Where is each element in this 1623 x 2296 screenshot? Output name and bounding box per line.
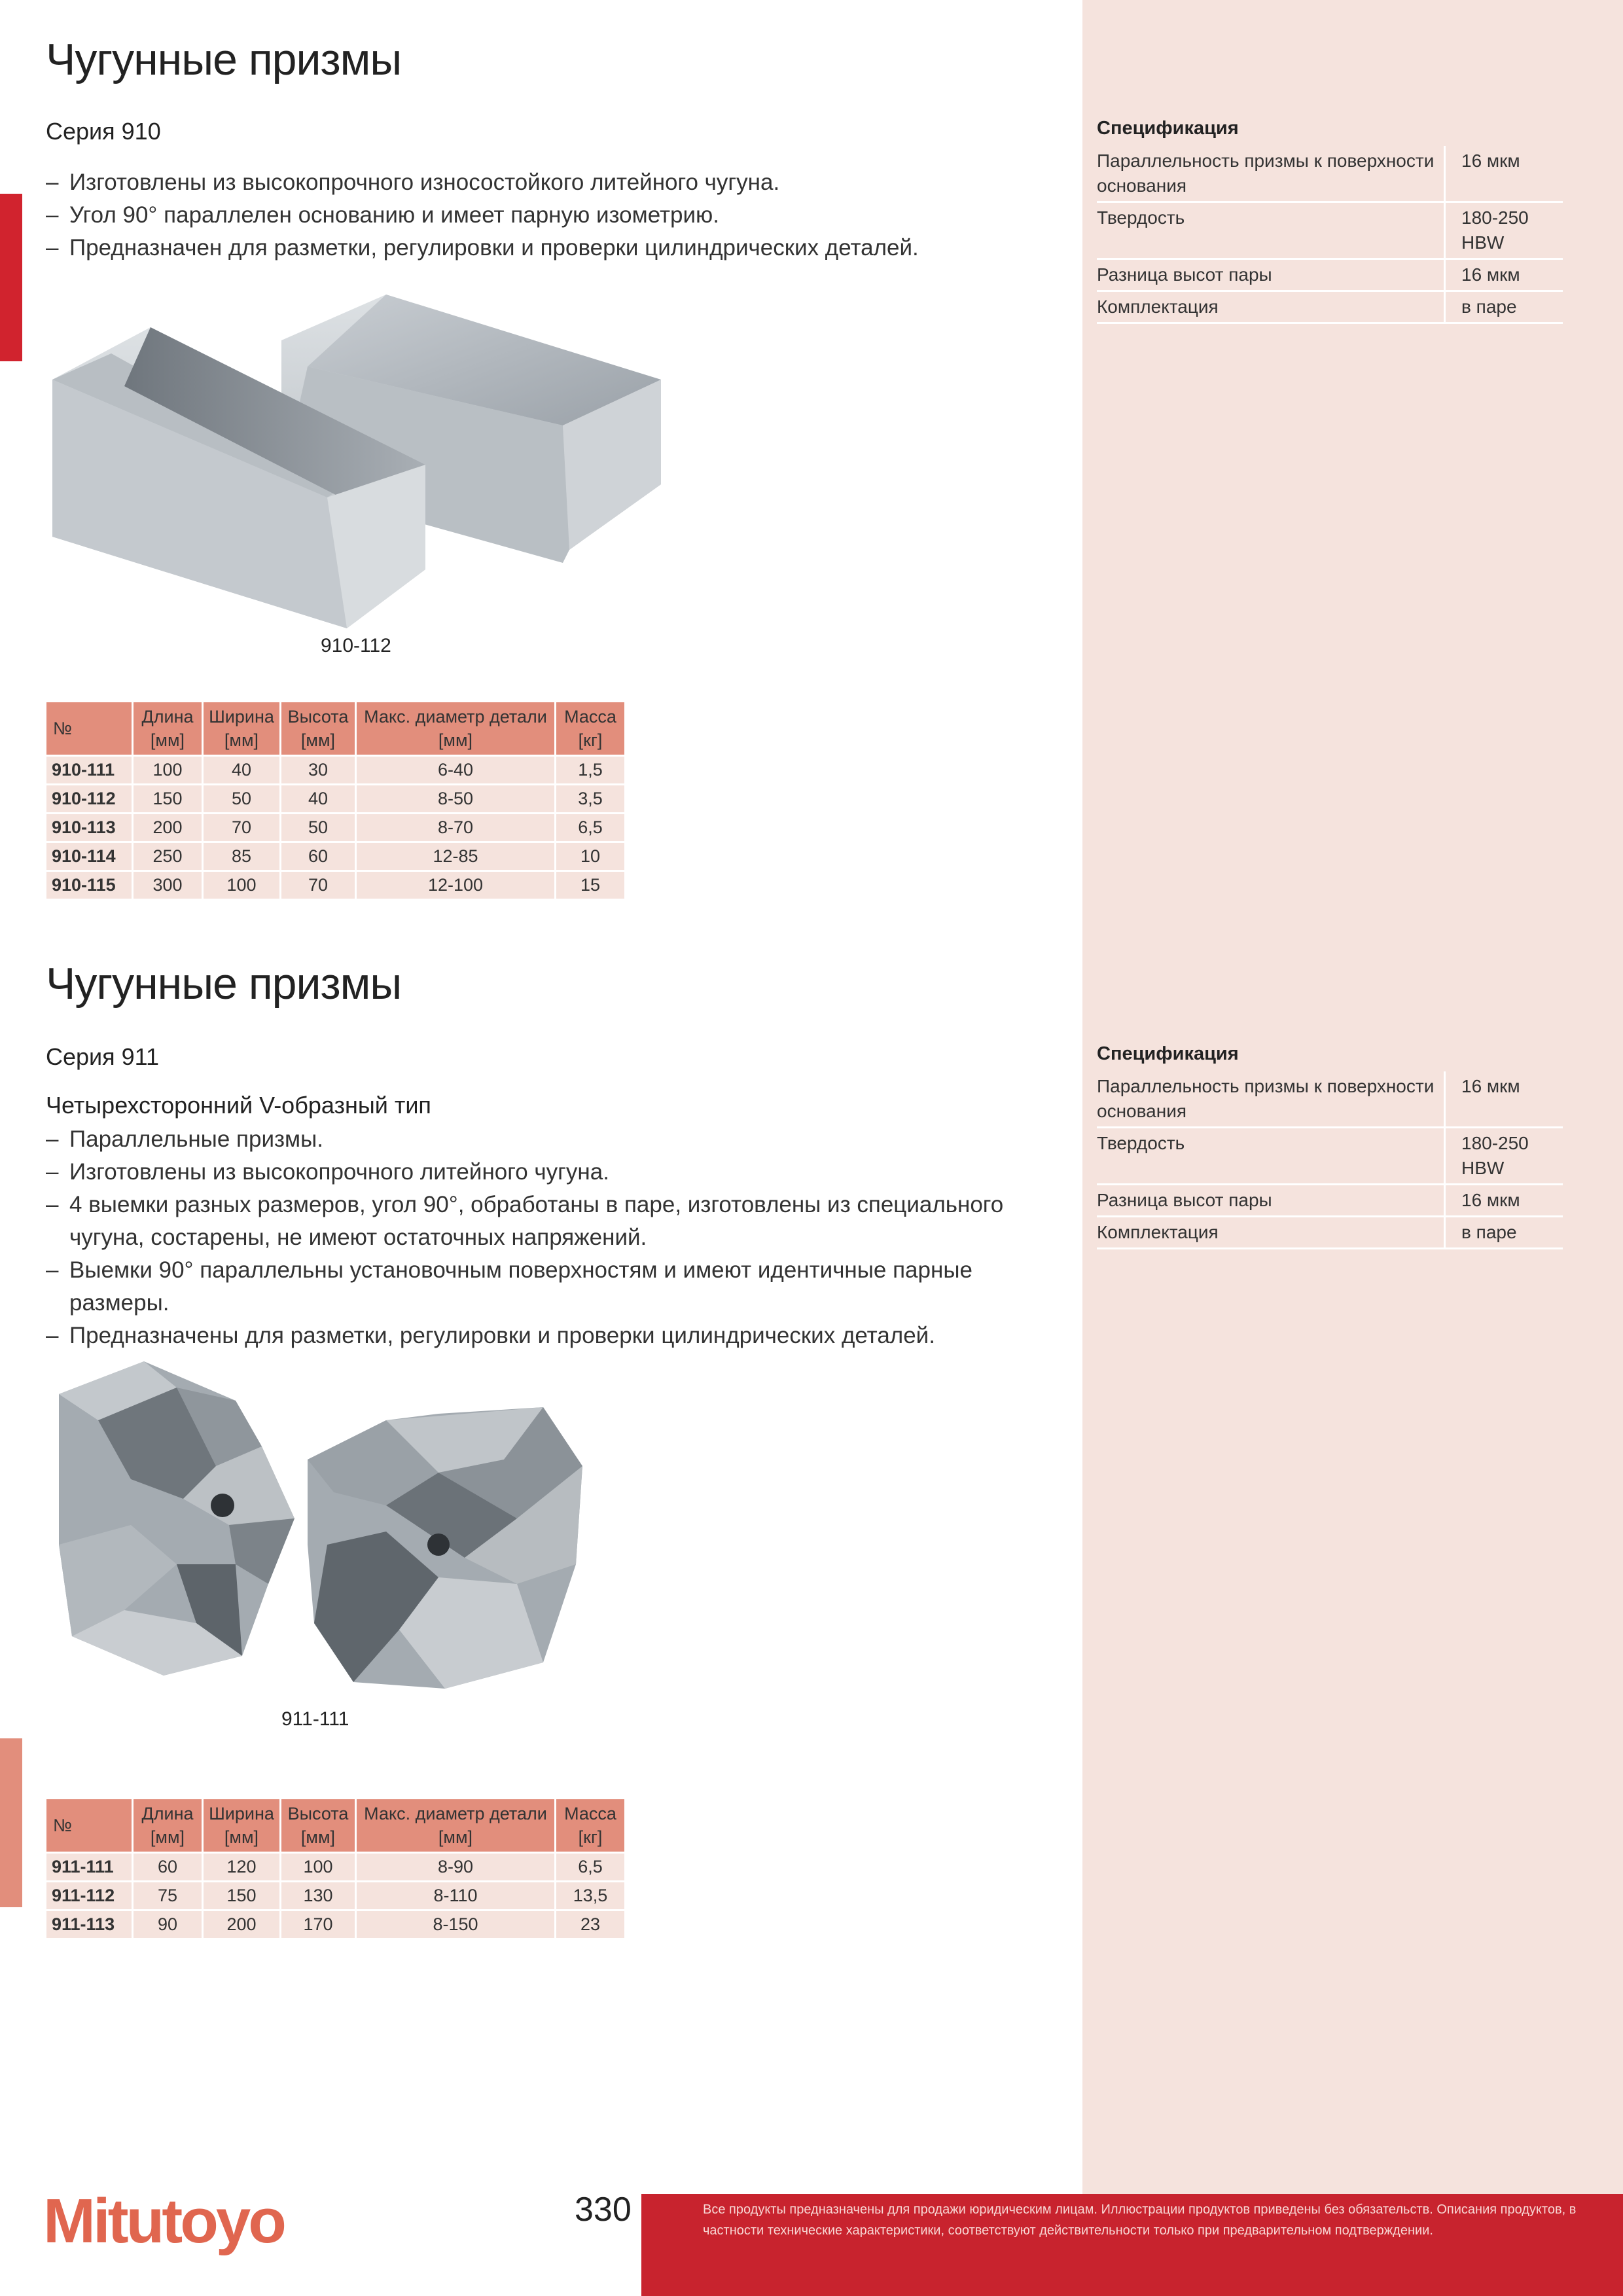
spec-row (1097, 146, 1563, 203)
spec-title: Спецификация (1097, 118, 1239, 139)
feature-item: – Угол 90° параллелен основанию и имеет парную изометрию. (46, 199, 1067, 232)
table-cell: 8-70 (357, 814, 554, 841)
table-header-row (46, 1799, 624, 1852)
table-cell: 12-85 (357, 843, 554, 870)
spec-value: 16 мкм (1461, 264, 1520, 285)
table-cell: 130 (281, 1882, 355, 1909)
table-cell: 8-150 (357, 1911, 554, 1938)
spec-row (1097, 203, 1563, 260)
table-cell: 8-90 (357, 1854, 554, 1880)
mitutoyo-logo (43, 2186, 305, 2258)
photo-caption: 911-111 (281, 1708, 349, 1730)
table-cell: 6-40 (357, 757, 554, 783)
product-table (45, 700, 626, 901)
column-header: № (46, 1799, 132, 1852)
column-header: Длина [мм] (134, 1799, 202, 1852)
subheading: Четырехсторонний V-образный тип (46, 1092, 431, 1119)
table-cell: 100 (134, 757, 202, 783)
spec-label: Комплектация (1097, 1217, 1446, 1247)
column-header: Высота [мм] (281, 1799, 355, 1852)
series-label: Серия 910 (46, 118, 161, 145)
spec-block (1097, 118, 1563, 324)
feature-item: – Предназначены для разметки, регулировки и проверки цилиндрических деталей. (46, 1319, 1067, 1352)
spec-label: Параллельность призмы к поверхности основания (1097, 1071, 1446, 1126)
spec-row (1097, 1071, 1563, 1128)
column-header: Длина [мм] (134, 702, 202, 755)
v-block-photo (46, 288, 668, 628)
spec-value: 16 мкм (1461, 1190, 1520, 1210)
table-cell: 70 (281, 872, 355, 899)
column-header: Макс. диаметр детали [мм] (357, 1799, 554, 1852)
table-cell: 60 (134, 1854, 202, 1880)
table-cell: 3,5 (556, 785, 624, 812)
four-way-v-block-photo (46, 1348, 596, 1702)
table-row (46, 843, 624, 870)
spec-label: Твердость (1097, 1128, 1446, 1183)
table-cell: 150 (204, 1882, 279, 1909)
table-cell: 40 (281, 785, 355, 812)
table-cell: 910-113 (46, 814, 132, 841)
table-cell: 200 (204, 1911, 279, 1938)
spec-row (1097, 260, 1563, 292)
left-accent-bar (0, 194, 22, 361)
table-cell: 90 (134, 1911, 202, 1938)
table-cell: 6,5 (556, 1854, 624, 1880)
table-cell: 120 (204, 1854, 279, 1880)
table-cell: 100 (204, 872, 279, 899)
spec-value: в паре (1461, 296, 1517, 317)
section-title: Чугунные призмы (46, 959, 402, 1009)
series-label: Серия 911 (46, 1043, 160, 1070)
table-cell: 910-114 (46, 843, 132, 870)
table-cell: 60 (281, 843, 355, 870)
spec-block (1097, 1043, 1563, 1249)
table-row (46, 785, 624, 812)
table-cell: 250 (134, 843, 202, 870)
table-row (46, 1911, 624, 1938)
photo-caption: 910-112 (321, 635, 391, 656)
spec-value: 16 мкм (1461, 151, 1520, 171)
spec-title: Спецификация (1097, 1043, 1239, 1064)
spec-value: 180-250 HBW (1461, 207, 1529, 253)
page-number: 330 (575, 2191, 632, 2229)
table-cell: 30 (281, 757, 355, 783)
footer-disclaimer: Все продукты предназначены для продажи юридическим лицам. Иллюстрации продуктов приведены без обязательств. Описания продуктов, в частности технические характеристики, соответствуют действительности только при предварительном подтверждении. (703, 2202, 1577, 2238)
spec-label: Комплектация (1097, 292, 1446, 322)
table-cell: 1,5 (556, 757, 624, 783)
feature-item: – Выемки 90° параллельны установочным поверхностям и имеют идентичные парные размеры. (46, 1254, 1067, 1319)
feature-item: – Предназначен для разметки, регулировки и проверки цилиндрических деталей. (46, 232, 1067, 264)
table-cell: 75 (134, 1882, 202, 1909)
table-cell: 50 (281, 814, 355, 841)
table-cell: 911-113 (46, 1911, 132, 1938)
column-header: № (46, 702, 132, 755)
table-cell: 910-112 (46, 785, 132, 812)
column-header: Масса [кг] (556, 702, 624, 755)
left-accent-bar (0, 1738, 22, 1907)
table-row (46, 1854, 624, 1880)
table-cell: 150 (134, 785, 202, 812)
table-row (46, 872, 624, 899)
section-title: Чугунные призмы (46, 35, 402, 84)
spec-label: Параллельность призмы к поверхности основания (1097, 146, 1446, 201)
spec-value: 16 мкм (1461, 1076, 1520, 1096)
table-cell: 85 (204, 843, 279, 870)
spec-label: Твердость (1097, 203, 1446, 258)
table-cell: 15 (556, 872, 624, 899)
column-header: Высота [мм] (281, 702, 355, 755)
table-cell: 70 (204, 814, 279, 841)
table-header-row (46, 702, 624, 755)
table-cell: 300 (134, 872, 202, 899)
feature-item: – Изготовлены из высокопрочного литейного чугуна. (46, 1156, 1067, 1189)
svg-text:Mitutoyo: Mitutoyo (43, 2186, 284, 2256)
product-table (45, 1797, 626, 1940)
table-cell: 910-111 (46, 757, 132, 783)
spec-label: Разница высот пары (1097, 1185, 1446, 1215)
spec-row (1097, 1217, 1563, 1249)
table-cell: 12-100 (357, 872, 554, 899)
column-header: Ширина [мм] (204, 1799, 279, 1852)
feature-item: – Параллельные призмы. (46, 1123, 1067, 1156)
spec-row (1097, 1128, 1563, 1185)
table-cell: 6,5 (556, 814, 624, 841)
table-row (46, 814, 624, 841)
table-cell: 170 (281, 1911, 355, 1938)
column-header: Масса [кг] (556, 1799, 624, 1852)
table-cell: 8-110 (357, 1882, 554, 1909)
table-cell: 10 (556, 843, 624, 870)
table-cell: 13,5 (556, 1882, 624, 1909)
feature-item: – 4 выемки разных размеров, угол 90°, обработаны в паре, изготовлены из специального чугуна, состарены, не имеют остаточных напряжений. (46, 1189, 1067, 1254)
table-cell: 23 (556, 1911, 624, 1938)
table-cell: 911-111 (46, 1854, 132, 1880)
column-header: Ширина [мм] (204, 702, 279, 755)
table-cell: 40 (204, 757, 279, 783)
table-cell: 911-112 (46, 1882, 132, 1909)
table-cell: 50 (204, 785, 279, 812)
spec-row (1097, 292, 1563, 324)
table-cell: 100 (281, 1854, 355, 1880)
feature-item: – Изготовлены из высокопрочного износостойкого литейного чугуна. (46, 166, 1067, 199)
feature-list (46, 166, 1067, 264)
spec-label: Разница высот пары (1097, 260, 1446, 290)
table-cell: 200 (134, 814, 202, 841)
spec-value: в паре (1461, 1222, 1517, 1242)
table-cell: 8-50 (357, 785, 554, 812)
table-row (46, 1882, 624, 1909)
table-cell: 910-115 (46, 872, 132, 899)
spec-value: 180-250 HBW (1461, 1133, 1529, 1178)
spec-row (1097, 1185, 1563, 1217)
table-row (46, 757, 624, 783)
feature-list (46, 1123, 1067, 1352)
column-header: Макс. диаметр детали [мм] (357, 702, 554, 755)
